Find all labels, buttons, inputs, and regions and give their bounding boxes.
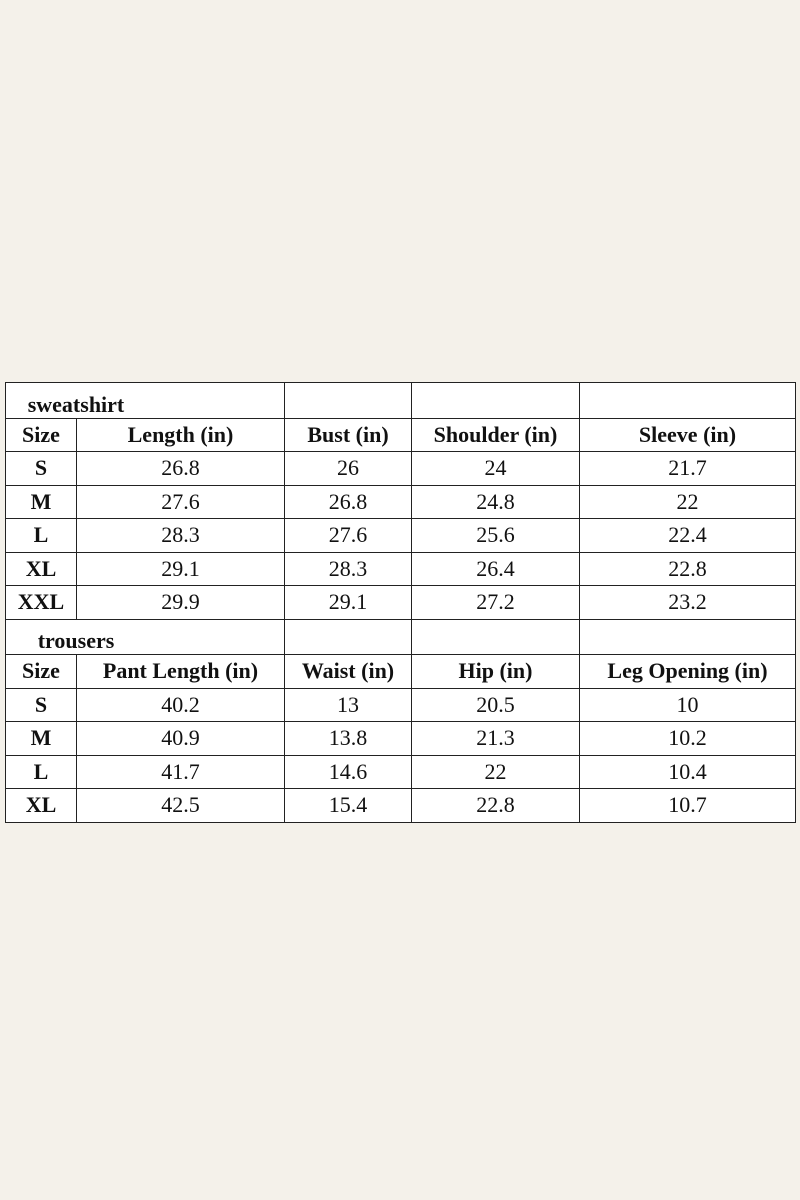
column-header-sleeve: Sleeve (in) [580, 418, 796, 452]
leg-opening-cell: 10 [580, 688, 796, 722]
table-row [6, 452, 796, 486]
sleeve-cell: 22.4 [580, 519, 796, 553]
hip-cell: 22.8 [412, 789, 580, 823]
waist-cell: 13 [285, 688, 412, 722]
blank-cell [412, 383, 580, 419]
column-header-waist: Waist (in) [285, 655, 412, 689]
column-header-size: Size [6, 655, 77, 689]
waist-cell: 13.8 [285, 722, 412, 756]
sleeve-cell: 23.2 [580, 586, 796, 620]
size-cell: M [6, 485, 77, 519]
hip-cell: 20.5 [412, 688, 580, 722]
size-cell: S [6, 452, 77, 486]
column-header-hip: Hip (in) [412, 655, 580, 689]
sweatshirt-title-row [6, 383, 796, 419]
size-cell: L [6, 519, 77, 553]
shoulder-cell: 24 [412, 452, 580, 486]
table-row [6, 755, 796, 789]
column-header-leg-opening: Leg Opening (in) [580, 655, 796, 689]
pant-length-cell: 40.9 [77, 722, 285, 756]
blank-cell [285, 619, 412, 655]
column-header-shoulder: Shoulder (in) [412, 418, 580, 452]
column-header-pant-length: Pant Length (in) [77, 655, 285, 689]
sleeve-cell: 21.7 [580, 452, 796, 486]
sleeve-cell: 22.8 [580, 552, 796, 586]
bust-cell: 27.6 [285, 519, 412, 553]
shoulder-cell: 25.6 [412, 519, 580, 553]
table-row [6, 485, 796, 519]
size-cell: L [6, 755, 77, 789]
hip-cell: 21.3 [412, 722, 580, 756]
table-row [6, 519, 796, 553]
pant-length-cell: 40.2 [77, 688, 285, 722]
shoulder-cell: 24.8 [412, 485, 580, 519]
bust-cell: 26 [285, 452, 412, 486]
column-header-bust: Bust (in) [285, 418, 412, 452]
leg-opening-cell: 10.7 [580, 789, 796, 823]
blank-cell [412, 619, 580, 655]
bust-cell: 29.1 [285, 586, 412, 620]
size-cell: S [6, 688, 77, 722]
table-row [6, 688, 796, 722]
sleeve-cell: 22 [580, 485, 796, 519]
shoulder-cell: 27.2 [412, 586, 580, 620]
column-header-length: Length (in) [77, 418, 285, 452]
blank-cell [285, 383, 412, 419]
bust-cell: 26.8 [285, 485, 412, 519]
table-row [6, 586, 796, 620]
sweatshirt-section-title: sweatshirt [6, 383, 285, 419]
sweatshirt-header-row [6, 418, 796, 452]
waist-cell: 14.6 [285, 755, 412, 789]
size-cell: XL [6, 552, 77, 586]
trousers-header-row [6, 655, 796, 689]
hip-cell: 22 [412, 755, 580, 789]
bust-cell: 28.3 [285, 552, 412, 586]
size-cell: XXL [6, 586, 77, 620]
length-cell: 26.8 [77, 452, 285, 486]
shoulder-cell: 26.4 [412, 552, 580, 586]
length-cell: 28.3 [77, 519, 285, 553]
blank-cell [580, 619, 796, 655]
length-cell: 29.9 [77, 586, 285, 620]
trousers-section-title: trousers [6, 619, 285, 655]
length-cell: 29.1 [77, 552, 285, 586]
leg-opening-cell: 10.4 [580, 755, 796, 789]
column-header-size: Size [6, 418, 77, 452]
leg-opening-cell: 10.2 [580, 722, 796, 756]
size-chart-table [5, 382, 796, 823]
waist-cell: 15.4 [285, 789, 412, 823]
table-row [6, 789, 796, 823]
table-row [6, 552, 796, 586]
pant-length-cell: 42.5 [77, 789, 285, 823]
table-row [6, 722, 796, 756]
size-cell: XL [6, 789, 77, 823]
size-cell: M [6, 722, 77, 756]
blank-cell [580, 383, 796, 419]
length-cell: 27.6 [77, 485, 285, 519]
trousers-title-row [6, 619, 796, 655]
pant-length-cell: 41.7 [77, 755, 285, 789]
